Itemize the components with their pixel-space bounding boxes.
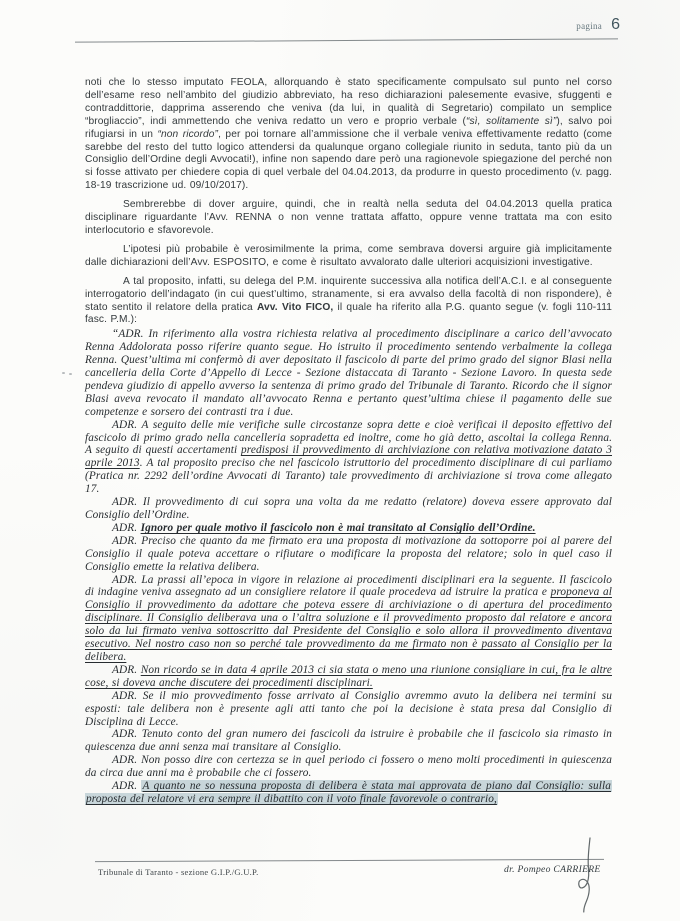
adr-statement-2: ADR. A seguito delle mie verifiche sulle circostanze sopra dette e cioè verificai il deposito effettivo del fascicolo di primo grado nella cancelleria sopradetta ed inoltre, come ho già detto, ascoltai la collega Renna. A seguito di questi accertamenti predisposi il provvedimento di archiviazione con relativa motivazione datato 3 aprile 2013. A tal proposito preciso che nel fascicolo istruttorio del procedimento disciplinare di cui parliamo (Pratica nr. 2292 dell’ordine Avvocati di Taranto) tale provvedimento di archiviazione si trova come allegato 17. <box>85 418 612 496</box>
scan-artifact <box>69 373 72 375</box>
document-body <box>85 77 612 806</box>
adr-statement-4: ADR. Ignoro per quale motivo il fascicolo non è mai transitato al Consiglio dell’Ordine. <box>112 521 536 534</box>
footer-court-label: Tribunale di Taranto - sezione G.I.P./G.U.P. <box>98 867 259 877</box>
adr-statement-3: ADR. Il provvedimento di cui sopra una volta da me redatto (relatore) doveva essere approvato dal Consiglio dell’Ordine. <box>85 496 612 521</box>
body-tal-proposito: A tal proposito, infatti, su delega del P.M. inquirente successiva alla notifica dell’A.C.I. e al conseguente interrogatorio dell’indagato (in cui quest’ultimo, stranamente, si era avvalso della facoltà di non rispondere), è stato sentito il relatore della pratica Avv. Vito FICO, il quale ha riferito alla P.G. quanto segue (v. fogli 110-111 fasc. P.M.): <box>85 275 612 326</box>
adr-statement-11: ADR. A quanto ne so nessuna proposta di delibera è stata mai approvata de piano dal Consiglio: sulla proposta del relatore vi era sempre il dibattito con il voto finale favorevole o contrario, <box>86 780 611 805</box>
body-continuation-feola: noti che lo stesso imputato FEOLA, allorquando è stato specificamente compulsato sul punto nel corso dell’esame reso nell’ambito del giudizio abbreviato, ha reso dichiarazioni palesemente evasive, sfuggenti e contraddittorie, dapprima asserendo che veniva (da lui, in qualità di Segretario) compilato un semplice “brogliaccio”, indi ammettendo che veniva redatto un vero e proprio verbale (“sì, solitamente sì”), salvo poi rifugiarsi in un “non ricordo”, per poi tornare all’ammissione che il verbale veniva effettivamente redatto (come sarebbe del resto del tutto logico attendersi da qualunque organo collegiale riunito in seduta, tanto più da un Consiglio dell’Ordine degli Avvocati!), infine non sapendo dare però una ragionevole spiegazione del perché non si fosse attivato per chiedere copia di quel verbale del 04.04.2013, da produrre in questo procedimento (v. pagg. 18-19 trascrizione ud. 09/10/2017). <box>85 77 612 192</box>
footer-rule <box>95 859 604 862</box>
adr-statement-6: ADR. La prassi all’epoca in vigore in relazione ai procedimenti disciplinari era la seguente. Il fascicolo di indagine veniva assegnato ad un consigliere relatore il quale procedeva ad istruire la pratica e proponeva al Consiglio il provvedimento da adottare che poteva essere di archiviazione o di apertura del procedimento disciplinare. Il Consiglio deliberava una o l’altra soluzione e il provvedimento proposto dal relatore e ancora solo da lui firmato veniva sottoscritto dal Presidente del Consiglio e solo allora il provvedimento diventava esecutivo. Nel nostro caso non so perché tale provvedimento da me firmato non è passato al Consiglio per la delibera. <box>85 573 612 663</box>
scan-artifact <box>62 372 65 374</box>
adr-statement-7: ADR. Non ricordo se in data 4 aprile 2013 ci sia stata o meno una riunione consigliare in cui, fra le altre cose, si doveva anche discutere dei procedimenti disciplinari. <box>85 663 612 689</box>
body-sembrerebbe: Sembrerebbe di dover arguire, quindi, che in realtà nella seduta del 04.04.2013 quella pratica disciplinare riguardante l’Avv. RENNA o non venne trattata affatto, oppure venne trattata ma con esito interlocutorio e sfavorevole. <box>85 199 612 236</box>
adr-statement-5: ADR. Preciso che quanto da me firmato era una proposta di motivazione da sottoporre poi al parere del Consiglio il quale poteva accettare o rifiutare o modificare la proposta del relatore; solo in quel caso il Consiglio emette la relativa delibera. <box>85 534 612 573</box>
signature-mark <box>568 835 606 915</box>
body-ipotesi: L’ipotesi più probabile è verosimilmente la prima, come sembrava doversi arguire già implicitamente dalle dichiarazioni dell’Avv. ESPOSITO, e come è risultato avvalorato dalle ulteriori acquisizioni investigative. <box>85 243 612 268</box>
footer-judge-name: dr. Pompeo CARRIERE <box>504 864 601 875</box>
header-rule <box>75 38 618 42</box>
adr-statement-1: “ADR. In riferimento alla vostra richiesta relativa al procedimento disciplinare a carico dell’avvocato Renna Addolorata posso riferire quanto segue. Ho istruito il procedimento sentendo verbalmente la collega Renna. Quest’ultima mi confermò di aver depositato il fascicolo di parte del primo grado del signor Blasi nella cancelleria della Corte d’Appello di Lecce - Sezione distaccata di Taranto - Sezione Lavoro. In questa sede pendeva giudizio di appello avverso la sentenza di primo grado del Tribunale di Taranto. Ricordo che il signor Blasi aveva revocato il mandato all’avvocato Renna e pertanto quest’ultima chiese il pagamento delle sue competenze e sorsero dei contrasti tra i due. <box>85 328 612 418</box>
adr-statement-9: ADR. Tenuto conto del gran numero dei fascicoli da istruire è probabile che il fascicolo sia rimasto in quiescenza due anni senza mai transitare al Consiglio. <box>85 728 612 754</box>
page-label: pagina <box>576 21 603 31</box>
page-header <box>576 16 620 34</box>
page-number: 6 <box>611 16 620 33</box>
adr-statement-10: ADR. Non posso dire con certezza se in quel periodo ci fossero o meno molti procedimenti in quiescenza da circa due anni ma è probabile che ci fossero. <box>85 754 612 780</box>
adr-statement-8: ADR. Se il mio provvedimento fosse arrivato al Consiglio avremmo avuto la delibera nei termini su esposti: tale delibera non è presente agli atti tanto che poi la decisione è stata presa dal Consiglio di Disciplina di Lecce. <box>85 689 612 728</box>
